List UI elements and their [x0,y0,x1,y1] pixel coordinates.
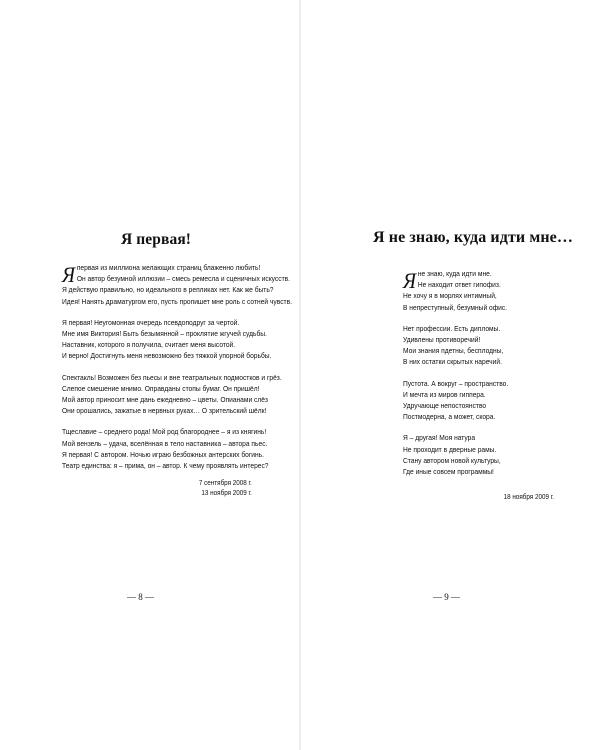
poem-line [403,302,508,313]
poem-line-text: Не проходит в дверные рамы. [403,444,497,454]
poem-line [403,432,508,443]
poem-body [62,262,292,481]
poem-line [403,290,508,301]
drop-cap-letter: Я [403,268,417,293]
poem-line-text: Тщеславие – среднего рода! Мой род благороднее – я из княгинь! [62,427,267,437]
poem-line [403,455,508,466]
poem-line [62,296,292,307]
poem-stanza [62,317,292,362]
poem-line-text: Нет профессии. Есть дипломы. [403,323,501,333]
poem-line [403,334,508,345]
poem-stanza [62,372,292,417]
poem-date: 13 ноября 2009 г. [201,490,252,497]
poem-title: Я первая! [121,231,192,248]
poem-line-text: Пустота. А вокруг – пространство. [403,378,509,388]
poem-title: Я не знаю, куда идти мне… [373,229,573,246]
poem-stanza [403,378,508,423]
poem-line-text: Театр единства: я – прима, он – автор. К чему проявлять интерес? [62,461,269,471]
poem-line-text: Не хочу я в морлях интимный, [403,291,497,301]
poem-line [62,426,292,437]
poem-line [62,449,292,460]
poem-stanza [403,432,508,477]
poem-stanza [403,268,508,313]
poem-line-text: Удручающе непостоянство [403,401,487,411]
right-page [301,0,600,750]
poem-line [62,394,292,405]
poem-line [62,350,292,361]
page-number: — 8 — [127,592,154,602]
page-number: — 9 — [433,592,460,602]
poem-line-text: Стану автором новой культуры, [403,455,501,465]
poem-line-text: И верно! Достигнуть меня невозможно без тяжкой упорной борьбы. [62,351,272,361]
poem-line [62,273,292,284]
poem-line [62,284,292,295]
poem-line-text: Наставник, которого я получила, считает меня высотой. [62,340,236,350]
poem-line [403,323,508,334]
poem-line-text: Они орошались, зажатые в нервных руках… О зрительский шёлк! [62,406,267,416]
left-page [0,0,299,750]
poem-line [62,405,292,416]
poem-line [403,378,508,389]
poem-line [403,356,508,367]
poem-line [403,345,508,356]
poem-dates [199,479,252,499]
poem-line-text: И мечта из миров гиппера. [403,389,486,399]
poem-line-text: Постмодерна, а может, скора. [403,412,496,422]
poem-line-text: Я первая! Неугомонная очередь псевдоподруг за чертой. [62,317,240,327]
poem-line-text: не знаю, куда идти мне. [417,269,492,278]
poem-line-text: Мой автор приносит мне дань ежедневно – цветы. Опианами слёз [62,395,268,405]
poem-line [62,317,292,328]
poem-stanza [62,262,292,307]
poem-line-text: Мне имя Виктория! Быть безымянной – проклятие жгучей судьбы. [62,329,267,339]
poem-line [62,372,292,383]
poem-line [62,383,292,394]
poem-dates [504,493,554,503]
poem-line-text: Спектакль! Возможен без пьесы и вне театральных подмостков и грёз. [62,372,282,382]
poem-line-text: Я действую правильно, но идеального в репликах нет. Как же быть? [62,285,274,295]
poem-stanza [62,426,292,471]
poem-line-text: Я – другая! Моя натура [403,433,476,443]
poem-line [62,438,292,449]
poem-line [62,328,292,339]
poem-line-text: Где иные совсем программы! [403,467,494,477]
poem-date: 7 сентября 2008 г. [199,480,252,487]
poem-line [403,444,508,455]
poem-line-text: В непреступный, безумный офис. [403,302,508,312]
poem-body [403,268,508,487]
poem-line-text: Я первая! С автором. Ночью играю безбожных антерских богинь. [62,449,264,459]
poem-line [403,466,508,477]
poem-date: 18 ноября 2009 г. [503,494,554,501]
poem-line-text: Не находит ответ гипофиз. [417,280,501,290]
poem-line-text: Слепое смешение мнимо. Оправданы стопы бумаг. Он пришёл! [62,383,260,393]
poem-line-text: В них остатки скрытых наречий. [403,357,502,367]
drop-cap-letter: Я [62,262,76,287]
poem-line [403,279,508,290]
poem-line [62,460,292,471]
poem-line-text: Мои знания пдетны, бесплодны, [403,346,504,356]
poem-stanza [403,323,508,368]
poem-line-text: Мой вензель – удача, вселённая в тело наставника – автора пьес. [62,438,268,448]
poem-line [403,389,508,400]
poem-line [403,411,508,422]
poem-line-text: Удивлены противоречий! [403,335,481,345]
poem-line [62,339,292,350]
poem-line-text: Идея! Нанять драматургом его, пусть пропишет мне роль с сотней чувств. [62,296,292,306]
poem-line-text: первая из миллиона желающих страниц блаженно любить! [76,263,261,272]
poem-line-text: Он автор безумной иллюзии – смесь ремесла и сценичных искусств. [76,274,291,284]
poem-line [403,400,508,411]
